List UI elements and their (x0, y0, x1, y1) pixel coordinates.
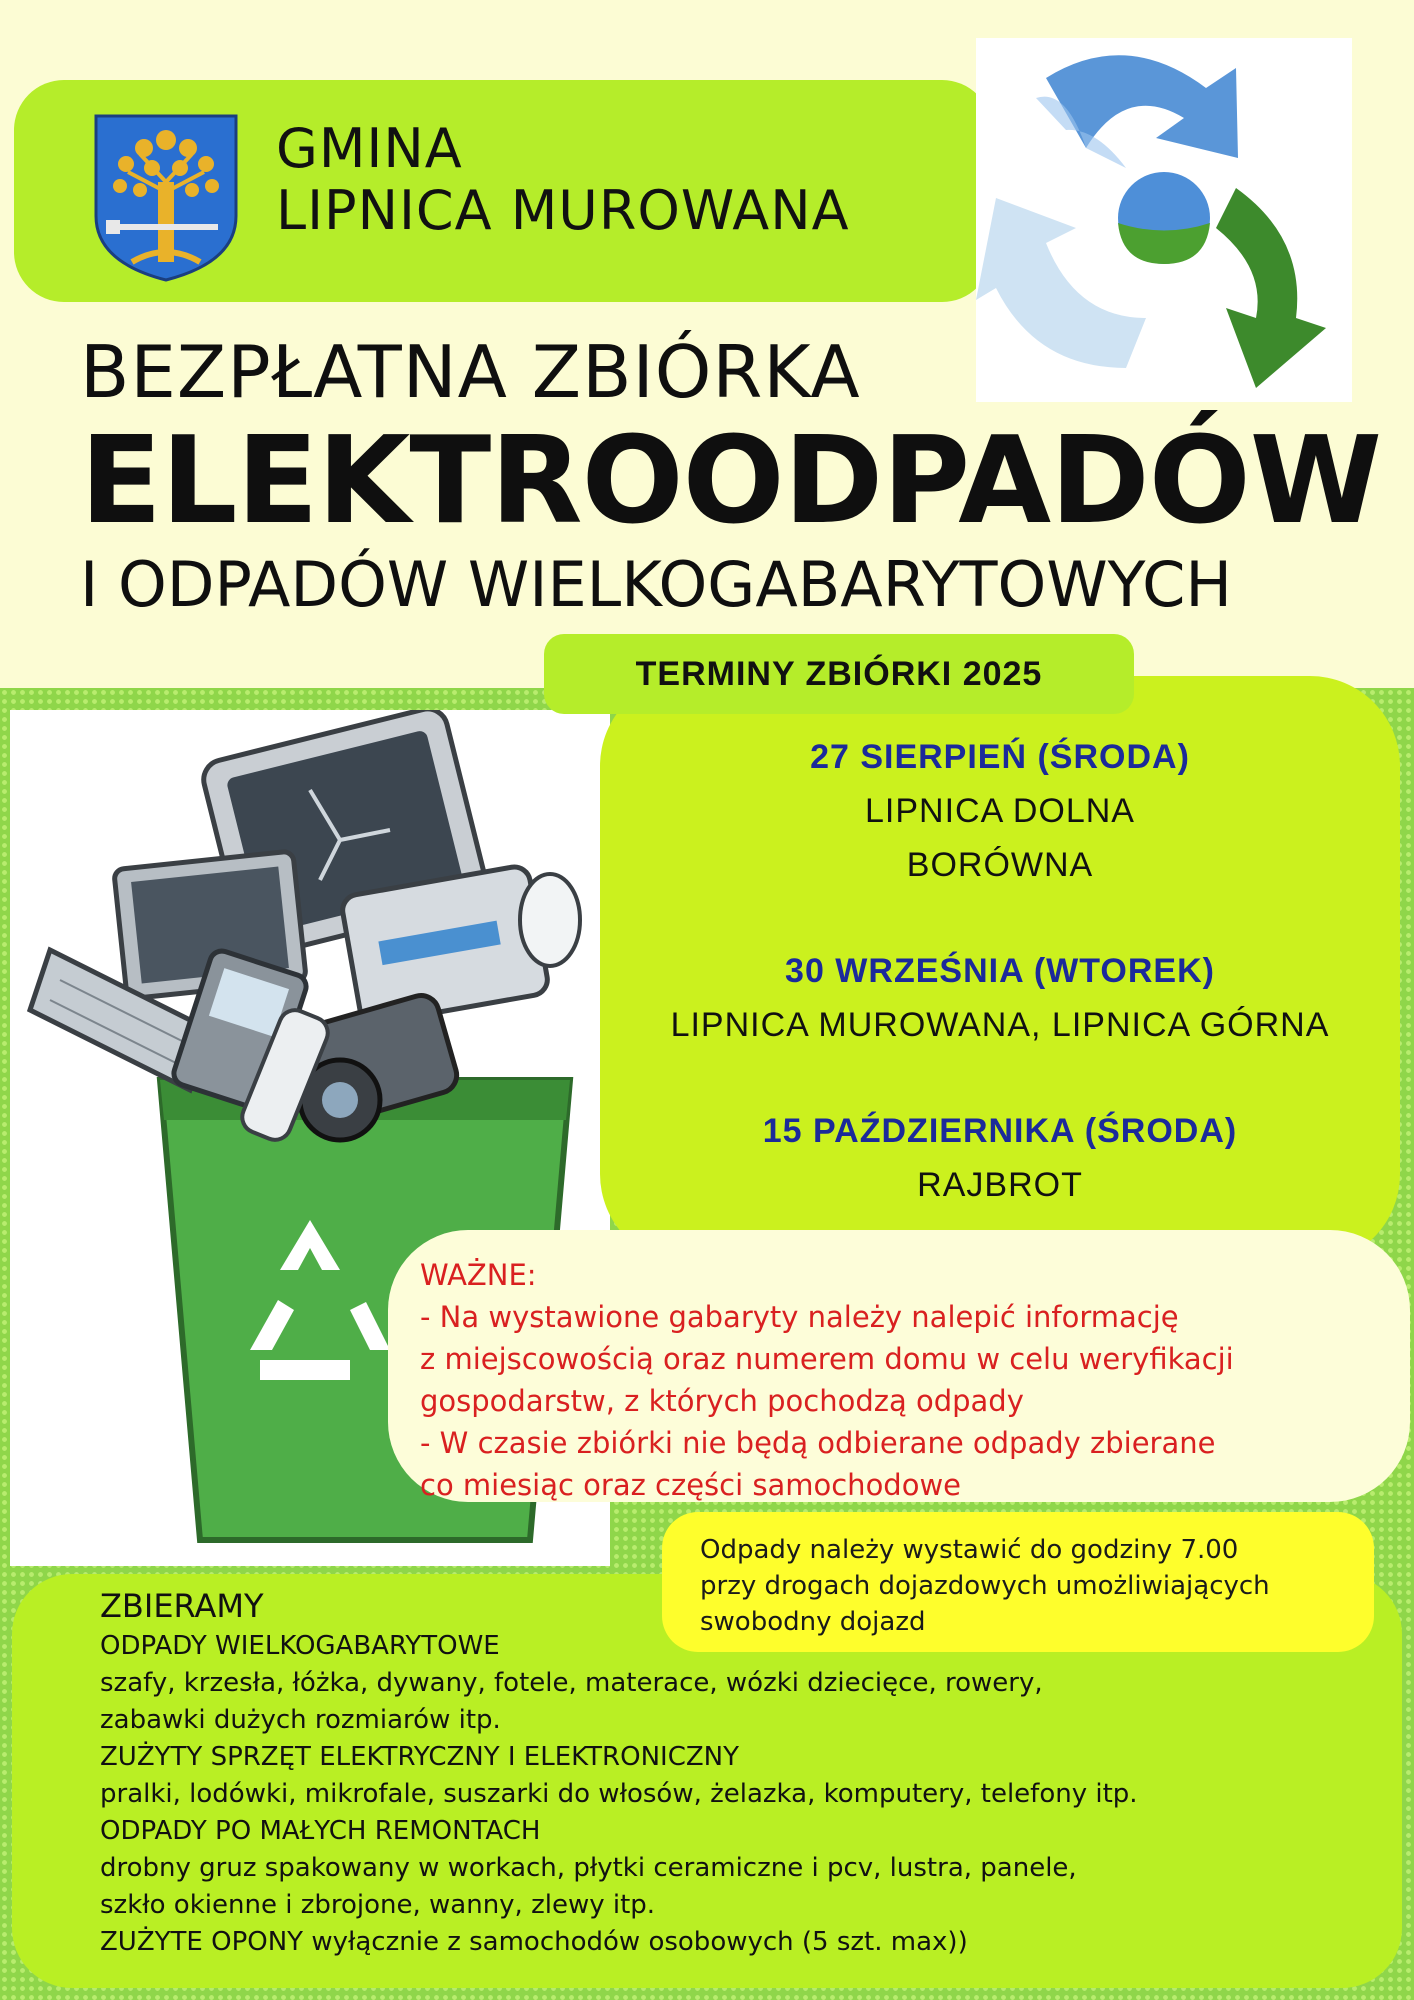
category-heading: ZUŻYTE OPONY (100, 1927, 304, 1957)
category-heading: ODPADY WIELKOGABARYTOWE (100, 1631, 500, 1661)
category-items: szkło okienne i zbrojone, wanny, zlewy itp. (100, 1890, 656, 1920)
date-place: LIPNICA DOLNA (865, 792, 1135, 830)
category-heading: ODPADY PO MAŁYCH REMONTACH (100, 1816, 541, 1846)
category-items: wyłącznie z samochodów osobowych (5 szt. max)) (303, 1927, 968, 1957)
date-place: RAJBROT (917, 1166, 1083, 1204)
important-line: - Na wystawione gabaryty należy nalepić informację (420, 1300, 1179, 1334)
time-note-line: przy drogach dojazdowych umożliwiających (700, 1571, 1270, 1601)
important-line: co miesiąc oraz części samochodowe (420, 1468, 962, 1502)
important-line: z miejscowością oraz numerem domu w celu weryfikacji (420, 1342, 1234, 1376)
title-line-2: ELEKTROODPADÓW (80, 412, 1382, 551)
terminy-label: TERMINY ZBIÓRKI 2025 (544, 634, 1134, 714)
gmina-line-2: LIPNICA MUROWANA (276, 179, 850, 242)
dates-list (600, 730, 1400, 1212)
date-heading: 27 SIERPIEŃ (ŚRODA) (810, 738, 1190, 776)
time-note-line: swobodny dojazd (700, 1607, 926, 1637)
tires-line (100, 1924, 1138, 1961)
important-line: gospodarstw, z których pochodzą odpady (420, 1384, 1024, 1418)
important-heading: WAŻNE: (420, 1258, 537, 1292)
date-place: BORÓWNA (906, 846, 1094, 884)
date-heading: 15 PAŹDZIERNIKA (ŚRODA) (762, 1112, 1238, 1150)
gmina-line-1: GMINA (276, 117, 463, 180)
time-note-line: Odpady należy wystawić do godziny 7.00 (700, 1535, 1239, 1565)
recycle-arrows-image (976, 38, 1352, 402)
coat-of-arms-icon (92, 112, 240, 284)
category-items: szafy, krzesła, łóżka, dywany, fotele, materace, wózki dziecięce, rowery, (100, 1668, 1043, 1698)
title-line-3: I ODPADÓW WIELKOGABARYTOWYCH (80, 548, 1233, 621)
category-items: pralki, lodówki, mikrofale, suszarki do włosów, żelazka, komputery, telefony itp. (100, 1779, 1138, 1809)
category-items: zabawki dużych rozmiarów itp. (100, 1705, 501, 1735)
category-heading: ZUŻYTY SPRZĘT ELEKTRYCZNY I ELEKTRONICZNY (100, 1742, 740, 1772)
gmina-name (276, 118, 850, 242)
date-place: LIPNICA MUROWANA, LIPNICA GÓRNA (670, 1006, 1330, 1044)
collected-title: ZBIERAMY (100, 1587, 264, 1625)
time-note (700, 1532, 1270, 1640)
important-text (420, 1254, 1234, 1506)
category-items: drobny gruz spakowany w workach, płytki ceramiczne i pcv, lustra, panele, (100, 1853, 1077, 1883)
title-line-1: BEZPŁATNA ZBIÓRKA (80, 330, 861, 414)
important-line: - W czasie zbiórki nie będą odbierane odpady zbierane (420, 1426, 1216, 1460)
date-heading: 30 WRZEŚNIA (WTOREK) (785, 952, 1215, 990)
